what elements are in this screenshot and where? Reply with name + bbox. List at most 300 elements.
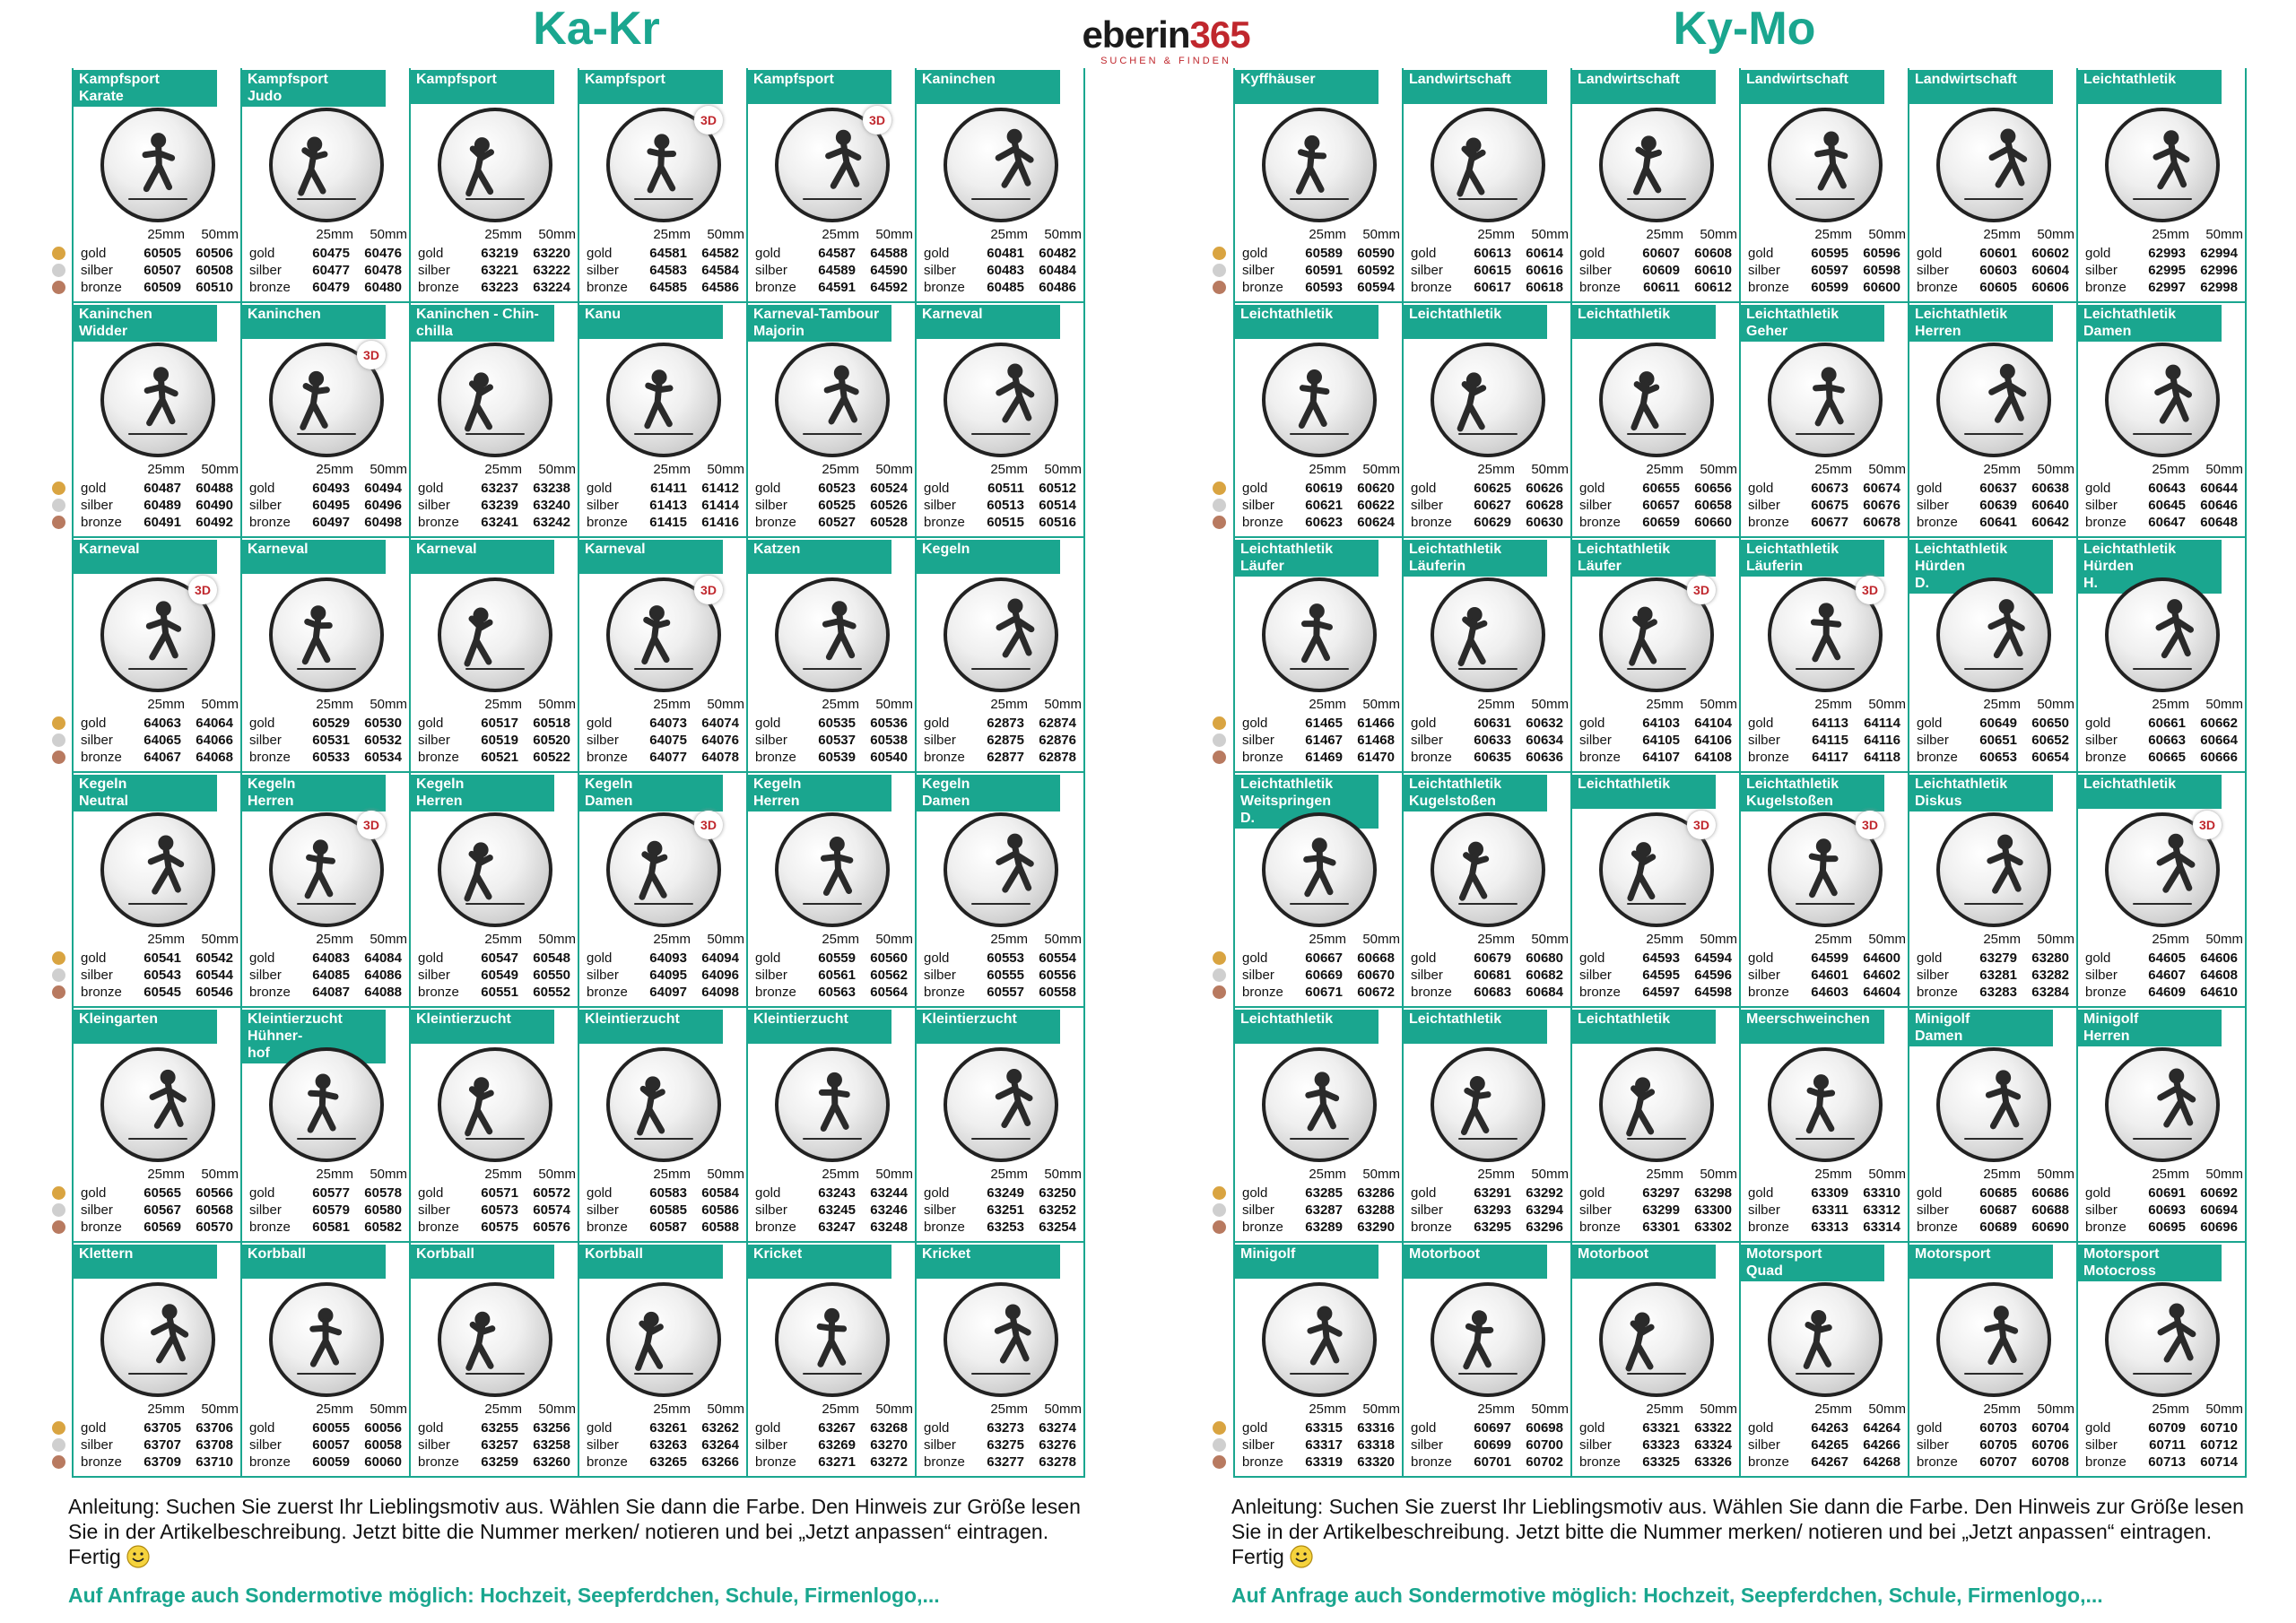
article-number[interactable]: 63256: [533, 1420, 570, 1436]
article-number[interactable]: 60593: [1305, 280, 1343, 295]
article-number[interactable]: 63220: [533, 246, 570, 261]
article-number[interactable]: 60480: [364, 280, 402, 295]
article-number[interactable]: 63219: [481, 246, 518, 261]
article-number[interactable]: 60642: [2031, 515, 2069, 530]
article-number[interactable]: 63273: [987, 1420, 1024, 1436]
article-number[interactable]: 60478: [364, 263, 402, 278]
article-number[interactable]: 60618: [1526, 280, 1563, 295]
article-number[interactable]: 60550: [533, 968, 570, 983]
article-number[interactable]: 62877: [987, 750, 1024, 765]
article-number[interactable]: 60654: [2031, 750, 2069, 765]
article-number[interactable]: 60629: [1474, 515, 1511, 530]
article-number[interactable]: 63249: [987, 1185, 1024, 1201]
article-number[interactable]: 60698: [1526, 1420, 1563, 1436]
article-number[interactable]: 60588: [701, 1219, 739, 1235]
article-number[interactable]: 60653: [1979, 750, 2017, 765]
article-number[interactable]: 60518: [533, 716, 570, 731]
article-number[interactable]: 60662: [2200, 716, 2238, 731]
article-number[interactable]: 60687: [1979, 1202, 2017, 1218]
article-number[interactable]: 63243: [818, 1185, 856, 1201]
article-number[interactable]: 61412: [701, 481, 739, 496]
motif-cell[interactable]: [1741, 1243, 1909, 1478]
article-number[interactable]: 60679: [1474, 950, 1511, 966]
motif-cell[interactable]: [917, 773, 1085, 1008]
article-number[interactable]: 63269: [818, 1437, 856, 1453]
article-number[interactable]: 60483: [987, 263, 1024, 278]
article-number[interactable]: 60521: [481, 750, 518, 765]
motif-cell[interactable]: [2078, 1243, 2247, 1478]
article-number[interactable]: 63293: [1474, 1202, 1511, 1218]
article-number[interactable]: 60638: [2031, 481, 2069, 496]
article-number[interactable]: 64098: [701, 985, 739, 1000]
article-number[interactable]: 60658: [1694, 498, 1732, 513]
article-number[interactable]: 62874: [1039, 716, 1076, 731]
article-number[interactable]: 62876: [1039, 733, 1076, 748]
article-number[interactable]: 63290: [1357, 1219, 1395, 1235]
article-number[interactable]: 63707: [144, 1437, 181, 1453]
article-number[interactable]: 60616: [1526, 263, 1563, 278]
article-number[interactable]: 63296: [1526, 1219, 1563, 1235]
article-number[interactable]: 64606: [2200, 950, 2238, 966]
article-number[interactable]: 60606: [2031, 280, 2069, 295]
article-number[interactable]: 60545: [144, 985, 181, 1000]
article-number[interactable]: 64107: [1642, 750, 1680, 765]
article-number[interactable]: 63244: [870, 1185, 908, 1201]
article-number[interactable]: 63706: [196, 1420, 233, 1436]
article-number[interactable]: 60663: [2148, 733, 2186, 748]
motif-cell[interactable]: [242, 68, 411, 303]
motif-cell[interactable]: [74, 1008, 242, 1243]
motif-cell[interactable]: [242, 773, 411, 1008]
article-number[interactable]: 60578: [364, 1185, 402, 1201]
article-number[interactable]: 64084: [364, 950, 402, 966]
motif-cell[interactable]: [1741, 303, 1909, 538]
article-number[interactable]: 60641: [1979, 515, 2017, 530]
motif-cell[interactable]: [917, 303, 1085, 538]
motif-cell[interactable]: [1741, 68, 1909, 303]
article-number[interactable]: 61467: [1305, 733, 1343, 748]
motif-cell[interactable]: [74, 538, 242, 773]
article-number[interactable]: 61411: [650, 481, 687, 496]
article-number[interactable]: 63298: [1694, 1185, 1732, 1201]
motif-cell[interactable]: [1404, 1008, 1572, 1243]
motif-cell[interactable]: [917, 1008, 1085, 1243]
article-number[interactable]: 63324: [1694, 1437, 1732, 1453]
article-number[interactable]: 60667: [1305, 950, 1343, 966]
article-number[interactable]: 60699: [1474, 1437, 1511, 1453]
article-number[interactable]: 60490: [196, 498, 233, 513]
article-number[interactable]: 64115: [1812, 733, 1848, 748]
article-number[interactable]: 63709: [144, 1454, 181, 1470]
article-number[interactable]: 60558: [1039, 985, 1076, 1000]
article-number[interactable]: 60530: [364, 716, 402, 731]
article-number[interactable]: 64068: [196, 750, 233, 765]
article-number[interactable]: 60509: [144, 280, 181, 295]
motif-cell[interactable]: [1235, 1008, 1404, 1243]
article-number[interactable]: 60491: [144, 515, 181, 530]
article-number[interactable]: 63309: [1811, 1185, 1848, 1201]
article-number[interactable]: 60496: [364, 498, 402, 513]
article-number[interactable]: 60707: [1979, 1454, 2017, 1470]
motif-cell[interactable]: [1572, 773, 1741, 1008]
article-number[interactable]: 64589: [818, 263, 856, 278]
article-number[interactable]: 60516: [1039, 515, 1076, 530]
article-number[interactable]: 60542: [196, 950, 233, 966]
article-number[interactable]: 60505: [144, 246, 181, 261]
motif-cell[interactable]: [579, 1243, 748, 1478]
article-number[interactable]: 60494: [364, 481, 402, 496]
article-number[interactable]: 63313: [1811, 1219, 1848, 1235]
article-number[interactable]: 60620: [1357, 481, 1395, 496]
article-number[interactable]: 63316: [1357, 1420, 1395, 1436]
article-number[interactable]: 64608: [2200, 968, 2238, 983]
article-number[interactable]: 60523: [818, 481, 856, 496]
article-number[interactable]: 64602: [1863, 968, 1900, 983]
article-number[interactable]: 60568: [196, 1202, 233, 1218]
article-number[interactable]: 60560: [870, 950, 908, 966]
article-number[interactable]: 60677: [1811, 515, 1848, 530]
article-number[interactable]: 60547: [481, 950, 518, 966]
article-number[interactable]: 60551: [481, 985, 518, 1000]
article-number[interactable]: 64106: [1694, 733, 1732, 748]
article-number[interactable]: 64075: [649, 733, 687, 748]
article-number[interactable]: 60522: [533, 750, 570, 765]
article-number[interactable]: 60058: [364, 1437, 402, 1453]
article-number[interactable]: 63267: [818, 1420, 856, 1436]
article-number[interactable]: 60506: [196, 246, 233, 261]
article-number[interactable]: 63297: [1642, 1185, 1680, 1201]
article-number[interactable]: 60668: [1357, 950, 1395, 966]
article-number[interactable]: 60626: [1526, 481, 1563, 496]
article-number[interactable]: 60652: [2031, 733, 2069, 748]
article-number[interactable]: 60643: [2148, 481, 2186, 496]
motif-cell[interactable]: [411, 773, 579, 1008]
article-number[interactable]: 64118: [1864, 750, 1900, 765]
article-number[interactable]: 60539: [818, 750, 856, 765]
article-number[interactable]: 60485: [987, 280, 1024, 295]
article-number[interactable]: 60507: [144, 263, 181, 278]
article-number[interactable]: 60546: [196, 985, 233, 1000]
article-number[interactable]: 63287: [1305, 1202, 1343, 1218]
article-number[interactable]: 60644: [2200, 481, 2238, 496]
article-number[interactable]: 60688: [2031, 1202, 2069, 1218]
motif-cell[interactable]: [1572, 303, 1741, 538]
article-number[interactable]: 63320: [1357, 1454, 1395, 1470]
article-number[interactable]: 60713: [2148, 1454, 2186, 1470]
motif-cell[interactable]: [748, 1243, 917, 1478]
article-number[interactable]: 60596: [1863, 246, 1900, 261]
article-number[interactable]: 63241: [481, 515, 518, 530]
article-number[interactable]: 60582: [364, 1219, 402, 1235]
motif-cell[interactable]: [917, 1243, 1085, 1478]
article-number[interactable]: 63255: [481, 1420, 518, 1436]
article-number[interactable]: 60635: [1474, 750, 1511, 765]
article-number[interactable]: 63289: [1305, 1219, 1343, 1235]
article-number[interactable]: 63258: [533, 1437, 570, 1453]
article-number[interactable]: 60666: [2200, 750, 2238, 765]
article-number[interactable]: 60586: [701, 1202, 739, 1218]
article-number[interactable]: 64096: [701, 968, 739, 983]
article-number[interactable]: 64074: [701, 716, 739, 731]
article-number[interactable]: 64594: [1694, 950, 1732, 966]
article-number[interactable]: 60510: [196, 280, 233, 295]
article-number[interactable]: 60548: [533, 950, 570, 966]
article-number[interactable]: 63247: [818, 1219, 856, 1235]
article-number[interactable]: 60691: [2148, 1185, 2186, 1201]
article-number[interactable]: 60570: [196, 1219, 233, 1235]
article-number[interactable]: 64585: [649, 280, 687, 295]
article-number[interactable]: 60520: [533, 733, 570, 748]
article-number[interactable]: 63250: [1039, 1185, 1076, 1201]
article-number[interactable]: 60495: [312, 498, 350, 513]
article-number[interactable]: 64076: [701, 733, 739, 748]
article-number[interactable]: 60595: [1811, 246, 1848, 261]
article-number[interactable]: 63277: [987, 1454, 1024, 1470]
article-number[interactable]: 64601: [1811, 968, 1848, 983]
article-number[interactable]: 61466: [1357, 716, 1395, 731]
article-number[interactable]: 63323: [1642, 1437, 1680, 1453]
article-number[interactable]: 63292: [1526, 1185, 1563, 1201]
article-number[interactable]: 60057: [312, 1437, 350, 1453]
motif-cell[interactable]: [748, 68, 917, 303]
motif-cell[interactable]: [1909, 773, 2078, 1008]
article-number[interactable]: 60681: [1474, 968, 1511, 983]
article-number[interactable]: 60587: [649, 1219, 687, 1235]
article-number[interactable]: 60697: [1474, 1420, 1511, 1436]
motif-cell[interactable]: [748, 1008, 917, 1243]
article-number[interactable]: 60609: [1642, 263, 1680, 278]
article-number[interactable]: 63314: [1863, 1219, 1900, 1235]
article-number[interactable]: 60575: [481, 1219, 518, 1235]
article-number[interactable]: 62995: [2148, 263, 2186, 278]
article-number[interactable]: 60589: [1305, 246, 1343, 261]
article-number[interactable]: 61469: [1305, 750, 1343, 765]
article-number[interactable]: 64067: [144, 750, 181, 765]
article-number[interactable]: 60696: [2200, 1219, 2238, 1235]
article-number[interactable]: 60538: [870, 733, 908, 748]
article-number[interactable]: 60524: [870, 481, 908, 496]
article-number[interactable]: 64592: [870, 280, 908, 295]
article-number[interactable]: 60512: [1039, 481, 1076, 496]
article-number[interactable]: 64083: [312, 950, 350, 966]
article-number[interactable]: 60657: [1642, 498, 1680, 513]
article-number[interactable]: 63312: [1863, 1202, 1900, 1218]
article-number[interactable]: 60519: [481, 733, 518, 748]
article-number[interactable]: 63261: [649, 1420, 687, 1436]
article-number[interactable]: 60627: [1474, 498, 1511, 513]
motif-cell[interactable]: [411, 68, 579, 303]
article-number[interactable]: 64116: [1864, 733, 1900, 748]
article-number[interactable]: 60536: [870, 716, 908, 731]
article-number[interactable]: 60608: [1694, 246, 1732, 261]
article-number[interactable]: 64066: [196, 733, 233, 748]
article-number[interactable]: 63294: [1526, 1202, 1563, 1218]
motif-cell[interactable]: [2078, 68, 2247, 303]
article-number[interactable]: 60615: [1474, 263, 1511, 278]
article-number[interactable]: 63326: [1694, 1454, 1732, 1470]
article-number[interactable]: 62997: [2148, 280, 2186, 295]
article-number[interactable]: 60669: [1305, 968, 1343, 983]
article-number[interactable]: 60637: [1979, 481, 2017, 496]
article-number[interactable]: 60563: [818, 985, 856, 1000]
article-number[interactable]: 60556: [1039, 968, 1076, 983]
article-number[interactable]: 60676: [1863, 498, 1900, 513]
article-number[interactable]: 64095: [649, 968, 687, 983]
article-number[interactable]: 60479: [312, 280, 350, 295]
article-number[interactable]: 63245: [818, 1202, 856, 1218]
article-number[interactable]: 60670: [1357, 968, 1395, 983]
motif-cell[interactable]: [1235, 68, 1404, 303]
article-number[interactable]: 64609: [2148, 985, 2186, 1000]
article-number[interactable]: 60674: [1863, 481, 1900, 496]
article-number[interactable]: 63222: [533, 263, 570, 278]
article-number[interactable]: 63284: [2031, 985, 2069, 1000]
article-number[interactable]: 63271: [818, 1454, 856, 1470]
article-number[interactable]: 64584: [701, 263, 739, 278]
article-number[interactable]: 60612: [1694, 280, 1732, 295]
article-number[interactable]: 60625: [1474, 481, 1511, 496]
motif-cell[interactable]: [1404, 303, 1572, 538]
article-number[interactable]: 63237: [481, 481, 518, 496]
article-number[interactable]: 64113: [1812, 716, 1848, 731]
article-number[interactable]: 64598: [1694, 985, 1732, 1000]
article-number[interactable]: 60060: [364, 1454, 402, 1470]
article-number[interactable]: 64610: [2200, 985, 2238, 1000]
motif-cell[interactable]: [411, 1243, 579, 1478]
article-number[interactable]: 60573: [481, 1202, 518, 1218]
article-number[interactable]: 60597: [1811, 263, 1848, 278]
article-number[interactable]: 64093: [649, 950, 687, 966]
article-number[interactable]: 60527: [818, 515, 856, 530]
article-number[interactable]: 60515: [987, 515, 1024, 530]
motif-cell[interactable]: [1572, 68, 1741, 303]
article-number[interactable]: 60693: [2148, 1202, 2186, 1218]
article-number[interactable]: 63268: [870, 1420, 908, 1436]
article-number[interactable]: 64605: [2148, 950, 2186, 966]
article-number[interactable]: 60648: [2200, 515, 2238, 530]
motif-cell[interactable]: [1909, 303, 2078, 538]
article-number[interactable]: 60594: [1357, 280, 1395, 295]
article-number[interactable]: 64114: [1864, 716, 1900, 731]
article-number[interactable]: 63291: [1474, 1185, 1511, 1201]
article-number[interactable]: 60647: [2148, 515, 2186, 530]
motif-cell[interactable]: [242, 303, 411, 538]
motif-cell[interactable]: [1572, 538, 1741, 773]
motif-cell[interactable]: [748, 538, 917, 773]
article-number[interactable]: 63280: [2031, 950, 2069, 966]
article-number[interactable]: 64265: [1811, 1437, 1848, 1453]
article-number[interactable]: 64064: [196, 716, 233, 731]
article-number[interactable]: 60487: [144, 481, 181, 496]
article-number[interactable]: 60592: [1357, 263, 1395, 278]
motif-cell[interactable]: [748, 773, 917, 1008]
article-number[interactable]: 60673: [1811, 481, 1848, 496]
article-number[interactable]: 60525: [818, 498, 856, 513]
article-number[interactable]: 63311: [1812, 1202, 1848, 1218]
article-number[interactable]: 64582: [701, 246, 739, 261]
article-number[interactable]: 63708: [196, 1437, 233, 1453]
article-number[interactable]: 60482: [1039, 246, 1076, 261]
article-number[interactable]: 60555: [987, 968, 1024, 983]
article-number[interactable]: 63260: [533, 1454, 570, 1470]
article-number[interactable]: 60569: [144, 1219, 181, 1235]
article-number[interactable]: 60581: [312, 1219, 350, 1235]
motif-cell[interactable]: [1235, 773, 1404, 1008]
article-number[interactable]: 60056: [364, 1420, 402, 1436]
article-number[interactable]: 60544: [196, 968, 233, 983]
article-number[interactable]: 60703: [1979, 1420, 2017, 1436]
article-number[interactable]: 63282: [2031, 968, 2069, 983]
article-number[interactable]: 61415: [649, 515, 687, 530]
article-number[interactable]: 60531: [312, 733, 350, 748]
article-number[interactable]: 60549: [481, 968, 518, 983]
article-number[interactable]: 64073: [649, 716, 687, 731]
article-number[interactable]: 60486: [1039, 280, 1076, 295]
motif-cell[interactable]: [2078, 303, 2247, 538]
article-number[interactable]: 60543: [144, 968, 181, 983]
article-number[interactable]: 60664: [2200, 733, 2238, 748]
article-number[interactable]: 60708: [2031, 1454, 2069, 1470]
motif-cell[interactable]: [1235, 538, 1404, 773]
article-number[interactable]: 63262: [701, 1420, 739, 1436]
article-number[interactable]: 60600: [1863, 280, 1900, 295]
article-number[interactable]: 60540: [870, 750, 908, 765]
article-number[interactable]: 60690: [2031, 1219, 2069, 1235]
article-number[interactable]: 60659: [1642, 515, 1680, 530]
article-number[interactable]: 60678: [1863, 515, 1900, 530]
article-number[interactable]: 60559: [818, 950, 856, 966]
article-number[interactable]: 64104: [1694, 716, 1732, 731]
motif-cell[interactable]: [1909, 68, 2078, 303]
motif-cell[interactable]: [74, 68, 242, 303]
article-number[interactable]: 60566: [196, 1185, 233, 1201]
article-number[interactable]: 64591: [818, 280, 856, 295]
article-number[interactable]: 60636: [1526, 750, 1563, 765]
motif-cell[interactable]: [748, 303, 917, 538]
article-number[interactable]: 63270: [870, 1437, 908, 1453]
motif-cell[interactable]: [74, 1243, 242, 1478]
motif-cell[interactable]: [2078, 1008, 2247, 1243]
article-number[interactable]: 60685: [1979, 1185, 2017, 1201]
article-number[interactable]: 60712: [2200, 1437, 2238, 1453]
article-number[interactable]: 60695: [2148, 1219, 2186, 1235]
article-number[interactable]: 63254: [1039, 1219, 1076, 1235]
article-number[interactable]: 60489: [144, 498, 181, 513]
motif-cell[interactable]: [579, 68, 748, 303]
article-number[interactable]: 60477: [312, 263, 350, 278]
article-number[interactable]: 60561: [818, 968, 856, 983]
article-number[interactable]: 60601: [1979, 246, 2017, 261]
article-number[interactable]: 60633: [1474, 733, 1511, 748]
article-number[interactable]: 60517: [481, 716, 518, 731]
article-number[interactable]: 60552: [533, 985, 570, 1000]
article-number[interactable]: 63248: [870, 1219, 908, 1235]
article-number[interactable]: 64587: [818, 246, 856, 261]
motif-cell[interactable]: [1235, 1243, 1404, 1478]
article-number[interactable]: 60680: [1526, 950, 1563, 966]
article-number[interactable]: 60655: [1642, 481, 1680, 496]
article-number[interactable]: 60675: [1811, 498, 1848, 513]
article-number[interactable]: 62998: [2200, 280, 2238, 295]
article-number[interactable]: 60672: [1357, 985, 1395, 1000]
article-number[interactable]: 62993: [2148, 246, 2186, 261]
article-number[interactable]: 60621: [1305, 498, 1343, 513]
article-number[interactable]: 60702: [1526, 1454, 1563, 1470]
article-number[interactable]: 60535: [818, 716, 856, 731]
motif-cell[interactable]: [579, 538, 748, 773]
article-number[interactable]: 60610: [1694, 263, 1732, 278]
article-number[interactable]: 60714: [2200, 1454, 2238, 1470]
